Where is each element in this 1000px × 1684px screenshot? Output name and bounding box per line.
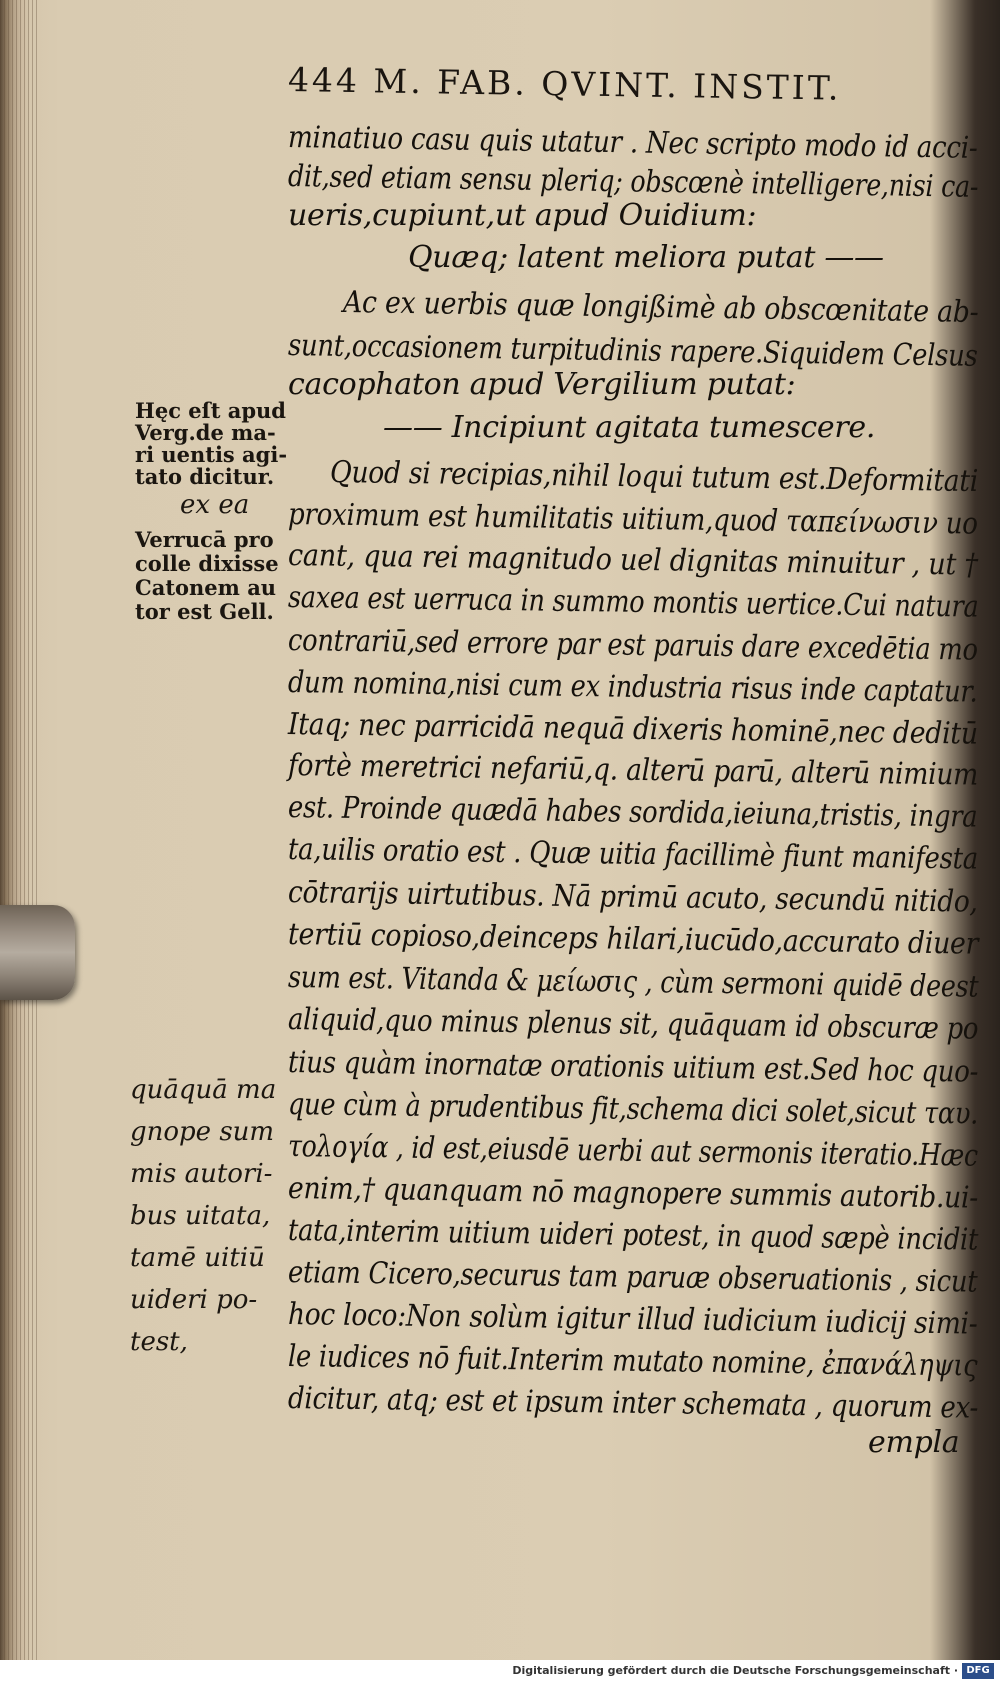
text-line: Quod si recipias,nihil loqui tutum est.Deformitati [329, 455, 979, 500]
margin-note: ex ea [180, 490, 250, 520]
text-line: dum nomina,nisi cum ex industria risus inde captatur. [287, 665, 978, 710]
margin-note: Catonem au [135, 575, 277, 600]
text-line: Quæq; latent meliora putat —— [408, 240, 884, 275]
text-line: contrariū,sed errore par est paruis dare excedētia mo [287, 623, 978, 668]
funding-credit: Digitalisierung gefördert durch die Deutsche Forschungsgemeinschaft · [512, 1664, 958, 1677]
text-line: cōtrarijs uirtutibus. Nā primū acuto, secundū nitido, [287, 875, 978, 920]
text-line: proximum est humilitatis uitium,quod ταπείνωσιν uo [287, 497, 978, 542]
margin-note: mis autori- [130, 1159, 273, 1189]
text-line: etiam Cicero,securus tam paruæ obseruationis , sicut [287, 1255, 978, 1300]
text-line: tata,interim uitium uideri potest, in quod sæpè incidit [287, 1213, 979, 1258]
text-line: dit,sed etiam sensu pleriq; obscœnè intelligere,nisi ca- [287, 159, 979, 205]
text-line: minatiuo casu quis utatur . Nec scripto modo id acci- [287, 120, 978, 166]
margin-note: Verg.de ma- [135, 420, 276, 445]
margin-note: Hęc eſt apud [135, 398, 286, 423]
text-line: sunt,occasionem turpitudinis rapere.Siquidem Celsus [287, 328, 978, 374]
margin-note: tamē uitiū [130, 1243, 265, 1273]
text-line: ta,uilis oratio est . Quæ uitia facillimè fiunt manifesta [287, 832, 979, 877]
text-line: fortè meretrici nefariū,q. alterū parū, alterū nimium [287, 748, 979, 793]
text-line: Ac ex uerbis quæ longißimè ab obscœnitate ab- [342, 285, 979, 330]
text-line: —— Incipiunt agitata tumescere. [383, 410, 876, 445]
text-line: cacophaton apud Vergilium putat: [288, 367, 796, 402]
text-line: que cùm à prudentibus fit,schema dici solet,sicut ταυ. [287, 1087, 979, 1132]
margin-note: colle dixisse [135, 551, 279, 576]
text-line: ueris,cupiunt,ut apud Ouidium: [288, 198, 757, 233]
page [40, 15, 980, 1645]
margin-note: tato dicitur. [135, 464, 275, 489]
margin-note: ri uentis agi- [135, 442, 288, 467]
text-line: le iudices nō fuit.Interim mutato nomine, ἐπανάληψις [287, 1339, 978, 1384]
footer-bar [0, 1660, 1000, 1684]
page-edges [0, 0, 40, 1660]
margin-note: bus uitata, [130, 1201, 271, 1231]
catchword: empla [868, 1425, 960, 1460]
text-line: est. Proinde quædā habes sordida,ieiuna,tristis, ingra [287, 790, 978, 835]
margin-note: test, [130, 1327, 188, 1357]
text-line: τολογία , id est,eiusdē uerbi aut sermonis iteratio.Hæc [287, 1129, 979, 1174]
text-line: enim,† quanquam nō magnopere summis autorib.ui- [287, 1171, 979, 1216]
dfg-logo: DFG [962, 1663, 994, 1679]
margin-note: tor est Gell. [135, 599, 274, 624]
text-line: dicitur, atq; est et ipsum inter schemata , quorum ex- [287, 1381, 979, 1426]
text-line: cant, qua rei magnitudo uel dignitas minuitur , ut † [287, 538, 978, 583]
text-line: Itaq; nec parricidā nequā dixeris hominē,nec deditū [287, 707, 979, 752]
text-line: aliquid,quo minus plenus sit, quāquam id obscuræ po [287, 1002, 979, 1047]
text-line: saxea est uerruca in summo montis uertice.Cui natura [287, 580, 979, 625]
margin-note: uideri po- [130, 1285, 258, 1315]
text-line: tertiū copioso,deinceps hilari,iucūdo,accurato diuer [287, 917, 979, 962]
margin-note: gnope sum [130, 1117, 275, 1147]
margin-note: Verrucā pro [135, 527, 274, 552]
text-line: sum est. Vitanda & μείωσις , cùm sermoni quidē deest [287, 960, 979, 1005]
text-line: tius quàm inornatæ orationis uitium est.Sed hoc quo- [287, 1045, 979, 1090]
margin-note: quāquā ma [130, 1075, 277, 1105]
running-head: 444 M. FAB. QVINT. INSTIT. [287, 60, 842, 108]
text-line: hoc loco:Non solùm igitur illud iudicium iudicij simi- [287, 1297, 978, 1342]
